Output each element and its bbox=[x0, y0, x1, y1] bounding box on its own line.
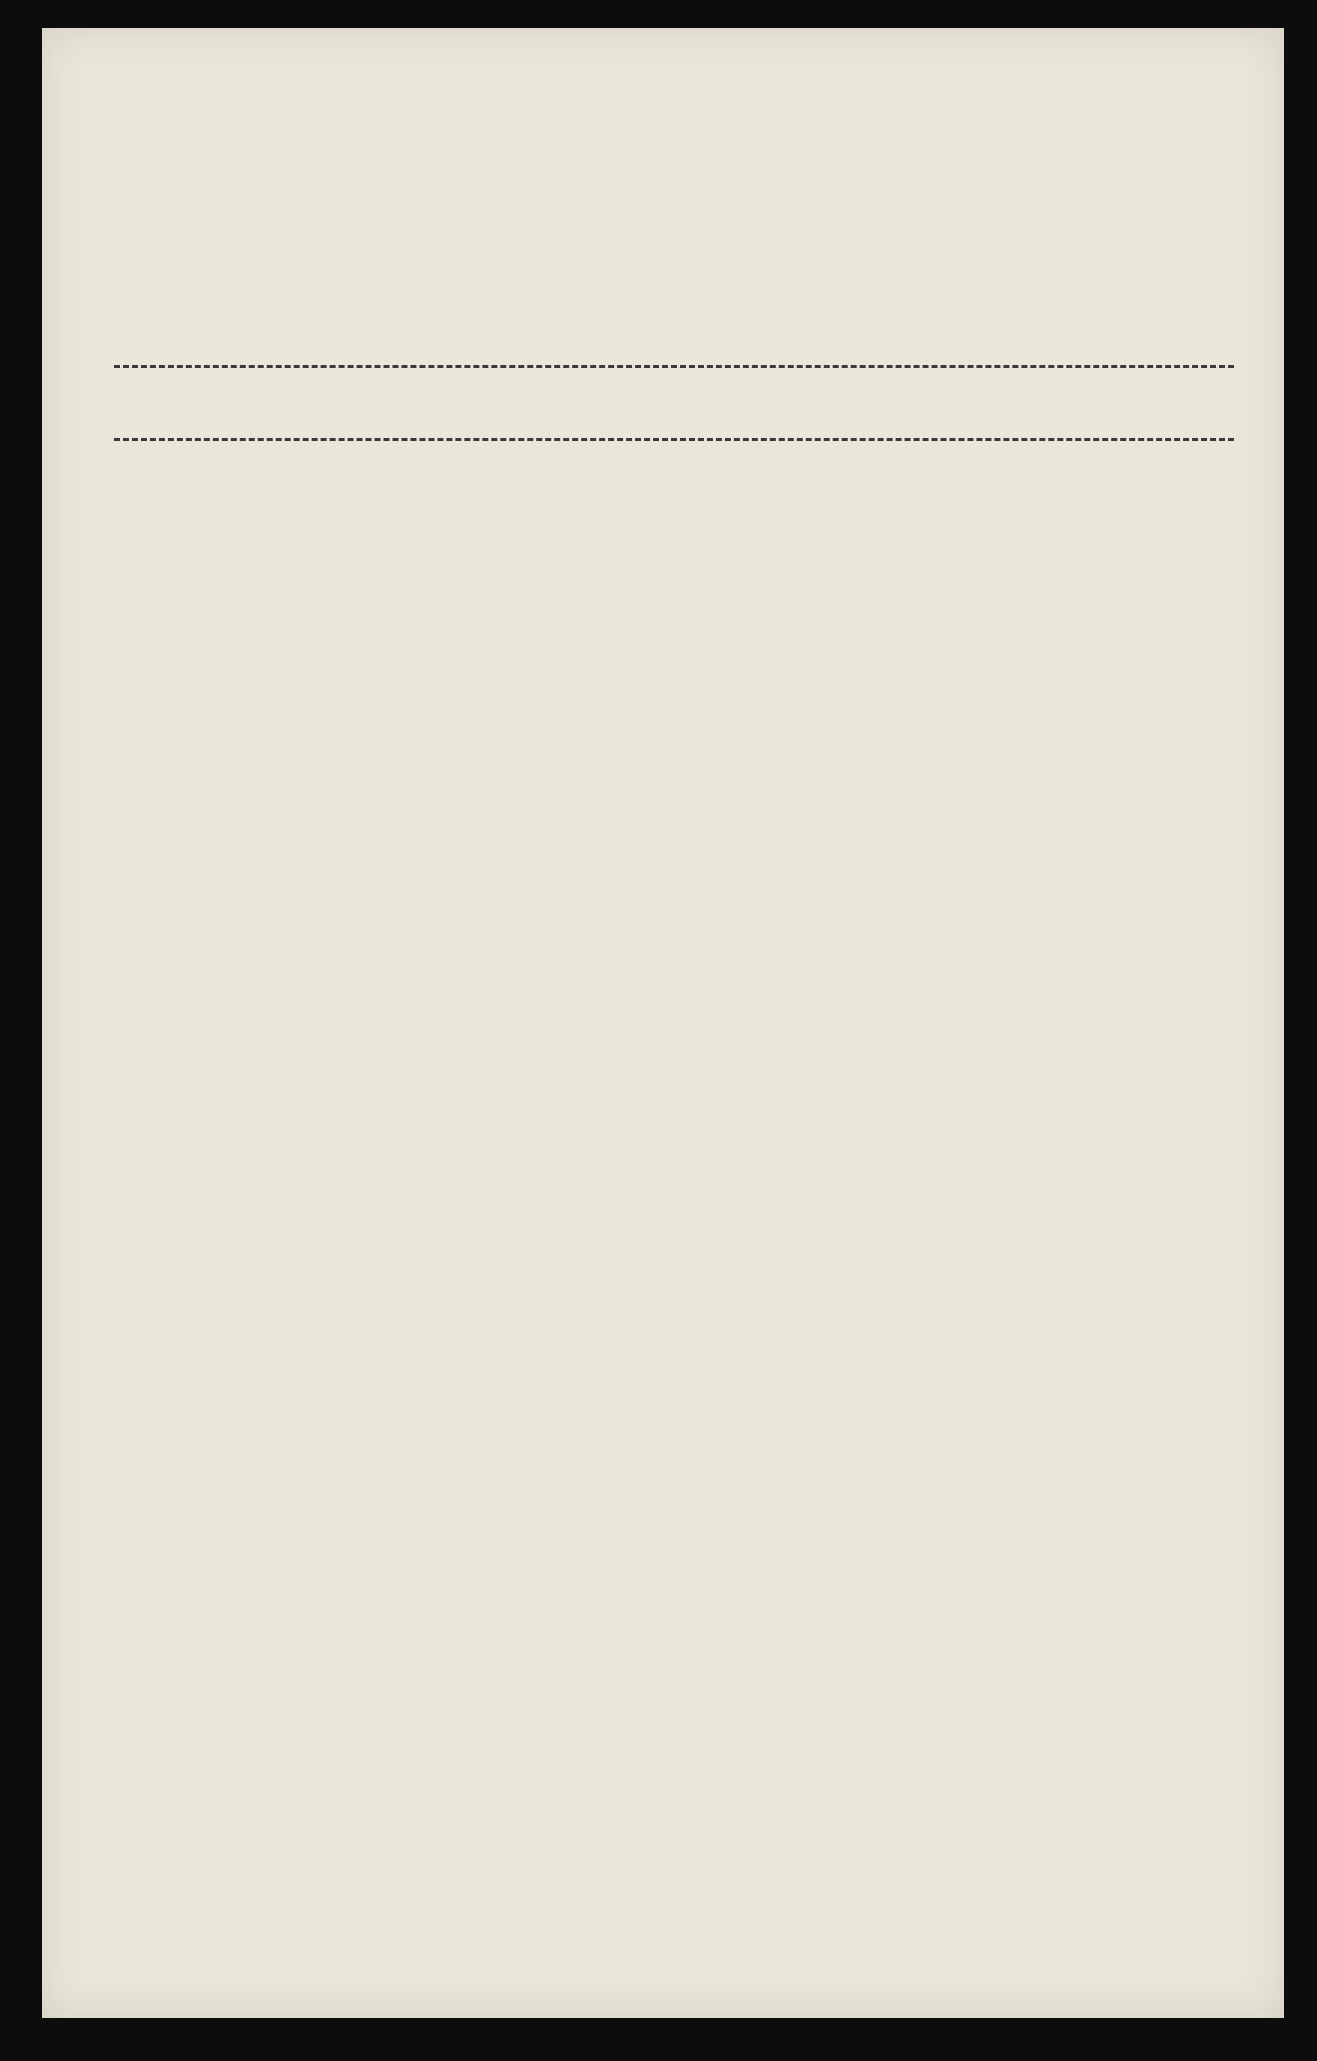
divider bbox=[114, 438, 1234, 441]
document-page bbox=[42, 28, 1284, 2018]
divider bbox=[114, 365, 1234, 368]
